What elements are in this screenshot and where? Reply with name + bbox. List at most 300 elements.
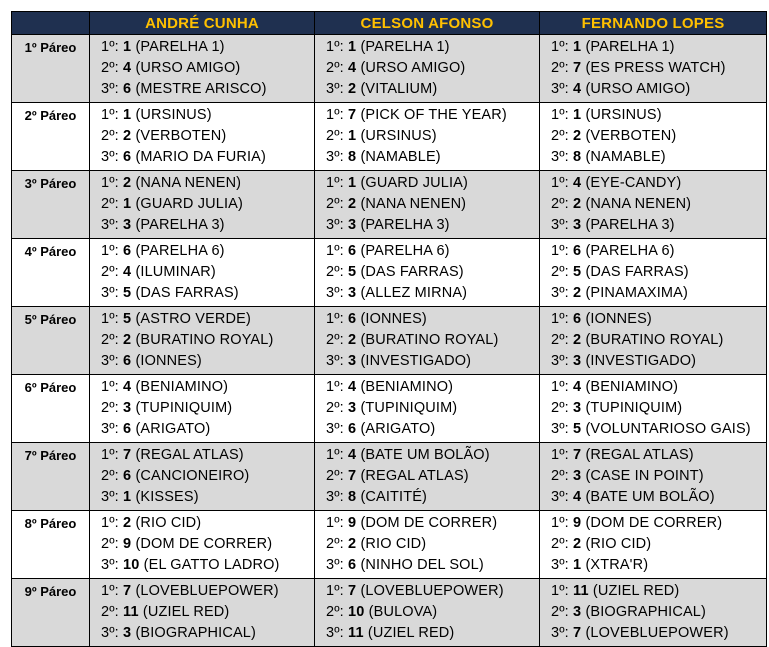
pick-position: 1º:: [551, 311, 569, 327]
picks-cell-fernando-lopes: [540, 579, 767, 647]
pick-horse-name: (NANA NENEN): [135, 175, 242, 191]
pick-position: 3º:: [326, 625, 344, 641]
picks-cell-andre-cunha: [90, 443, 315, 511]
pick-position: 1º:: [551, 583, 569, 599]
pick-position: 3º:: [326, 557, 344, 573]
pick-position: 1º:: [326, 39, 344, 55]
pick-line: [101, 623, 314, 644]
pick-number: 10: [123, 557, 140, 573]
pick-horse-name: (PARELHA 6): [135, 243, 225, 259]
pick-line: [551, 534, 766, 555]
pick-position: 1º:: [101, 243, 119, 259]
pick-horse-name: (DOM DE CORRER): [360, 515, 498, 531]
pick-horse-name: (MESTRE ARISCO): [135, 81, 267, 97]
pick-horse-name: (RIO CID): [360, 536, 427, 552]
pick-number: 6: [123, 353, 132, 369]
pick-position: 1º:: [101, 175, 119, 191]
pick-line: [326, 377, 539, 398]
pick-line: [326, 147, 539, 168]
pick-line: [551, 58, 766, 79]
pick-line: [326, 466, 539, 487]
pick-line: [326, 581, 539, 602]
pick-number: 1: [123, 489, 132, 505]
pick-position: 3º:: [551, 81, 569, 97]
picks-cell-fernando-lopes: [540, 103, 767, 171]
pick-position: 3º:: [101, 353, 119, 369]
pick-position: 3º:: [551, 625, 569, 641]
header-row: [12, 12, 767, 35]
pick-number: 9: [348, 515, 357, 531]
pick-number: 5: [123, 285, 132, 301]
pick-number: 5: [573, 421, 582, 437]
pick-horse-name: (LOVEBLUEPOWER): [360, 583, 504, 599]
pick-position: 3º:: [101, 557, 119, 573]
pick-position: 2º:: [551, 332, 569, 348]
pick-number: 3: [123, 217, 132, 233]
pick-horse-name: (PARELHA 6): [360, 243, 450, 259]
pick-horse-name: (BURATINO ROYAL): [585, 332, 724, 348]
pick-line: [101, 377, 314, 398]
pick-position: 2º:: [551, 468, 569, 484]
pick-line: [326, 419, 539, 440]
pick-position: 1º:: [326, 379, 344, 395]
pick-line: [551, 309, 766, 330]
table-row: [12, 375, 767, 443]
pick-position: 3º:: [101, 217, 119, 233]
pick-number: 6: [348, 311, 357, 327]
pick-position: 1º:: [326, 311, 344, 327]
pick-position: 2º:: [101, 60, 119, 76]
pick-number: 7: [348, 468, 357, 484]
pick-horse-name: (BULOVA): [368, 604, 438, 620]
pick-number: 6: [573, 243, 582, 259]
picks-cell-celson-afonso: [315, 443, 540, 511]
pick-line: [326, 330, 539, 351]
pick-number: 6: [348, 243, 357, 259]
pick-line: [101, 283, 314, 304]
pick-position: 3º:: [101, 625, 119, 641]
pick-horse-name: (REGAL ATLAS): [135, 447, 244, 463]
pick-position: 3º:: [551, 285, 569, 301]
pick-horse-name: (URSO AMIGO): [360, 60, 466, 76]
race-label: 2º Páreo: [12, 103, 90, 171]
table-row: [12, 443, 767, 511]
pick-horse-name: (DAS FARRAS): [360, 264, 464, 280]
pick-position: 1º:: [326, 107, 344, 123]
pick-line: [326, 194, 539, 215]
pick-horse-name: (RIO CID): [585, 536, 652, 552]
pick-position: 1º:: [101, 447, 119, 463]
picks-cell-fernando-lopes: [540, 171, 767, 239]
pick-position: 2º:: [101, 196, 119, 212]
pick-position: 3º:: [326, 489, 344, 505]
pick-position: 2º:: [551, 604, 569, 620]
pick-horse-name: (URSO AMIGO): [135, 60, 241, 76]
pick-number: 1: [573, 107, 582, 123]
table-row: [12, 239, 767, 307]
pick-horse-name: (VITALIUM): [360, 81, 438, 97]
pick-line: [101, 147, 314, 168]
race-label: 5º Páreo: [12, 307, 90, 375]
pick-position: 3º:: [551, 353, 569, 369]
pick-horse-name: (INVESTIGADO): [585, 353, 697, 369]
pick-number: 9: [573, 515, 582, 531]
pick-horse-name: (PICK OF THE YEAR): [360, 107, 507, 123]
pick-horse-name: (ALLEZ MIRNA): [360, 285, 468, 301]
pick-horse-name: (PARELHA 3): [135, 217, 225, 233]
pick-position: 1º:: [101, 515, 119, 531]
pick-number: 3: [573, 400, 582, 416]
pick-line: [101, 126, 314, 147]
pick-line: [551, 581, 766, 602]
pick-position: 2º:: [101, 604, 119, 620]
pick-position: 1º:: [551, 447, 569, 463]
pick-number: 2: [573, 285, 582, 301]
pick-number: 2: [123, 175, 132, 191]
pick-line: [326, 79, 539, 100]
picks-cell-celson-afonso: [315, 511, 540, 579]
pick-number: 2: [573, 536, 582, 552]
pick-position: 1º:: [551, 243, 569, 259]
pick-line: [326, 58, 539, 79]
pick-line: [551, 173, 766, 194]
pick-horse-name: (ILUMINAR): [135, 264, 216, 280]
pick-horse-name: (PARELHA 3): [585, 217, 675, 233]
pick-position: 1º:: [551, 175, 569, 191]
pick-number: 4: [348, 447, 357, 463]
race-label: 7º Páreo: [12, 443, 90, 511]
picks-cell-fernando-lopes: [540, 443, 767, 511]
pick-position: 2º:: [551, 196, 569, 212]
pick-number: 9: [123, 536, 132, 552]
pick-position: 2º:: [326, 536, 344, 552]
tips-table-container: [11, 11, 767, 647]
pick-line: [101, 602, 314, 623]
pick-number: 6: [573, 311, 582, 327]
column-header-celson-afonso: CELSON AFONSO: [315, 12, 540, 35]
pick-number: 4: [123, 379, 132, 395]
pick-line: [551, 487, 766, 508]
pick-line: [551, 330, 766, 351]
pick-number: 7: [573, 625, 582, 641]
pick-horse-name: (DAS FARRAS): [585, 264, 689, 280]
pick-number: 8: [348, 489, 357, 505]
pick-number: 7: [573, 60, 582, 76]
pick-number: 3: [123, 625, 132, 641]
table-row: [12, 171, 767, 239]
tips-table: [11, 11, 767, 647]
pick-horse-name: (INVESTIGADO): [360, 353, 472, 369]
pick-line: [326, 623, 539, 644]
pick-number: 11: [573, 583, 589, 599]
pick-horse-name: (NAMABLE): [585, 149, 666, 165]
pick-number: 5: [123, 311, 132, 327]
pick-position: 3º:: [326, 149, 344, 165]
table-row: [12, 103, 767, 171]
pick-horse-name: (PARELHA 3): [360, 217, 450, 233]
picks-cell-andre-cunha: [90, 579, 315, 647]
pick-position: 3º:: [551, 217, 569, 233]
picks-cell-celson-afonso: [315, 307, 540, 375]
pick-horse-name: (LOVEBLUEPOWER): [585, 625, 729, 641]
pick-horse-name: (UZIEL RED): [592, 583, 680, 599]
pick-horse-name: (ES PRESS WATCH): [585, 60, 726, 76]
pick-line: [551, 513, 766, 534]
pick-position: 2º:: [551, 264, 569, 280]
pick-position: 3º:: [551, 421, 569, 437]
pick-position: 2º:: [326, 264, 344, 280]
pick-line: [101, 513, 314, 534]
pick-line: [551, 555, 766, 576]
picks-cell-andre-cunha: [90, 103, 315, 171]
pick-number: 4: [573, 489, 582, 505]
pick-line: [326, 105, 539, 126]
table-row: [12, 579, 767, 647]
pick-position: 3º:: [551, 489, 569, 505]
pick-horse-name: (UZIEL RED): [142, 604, 230, 620]
pick-position: 2º:: [326, 196, 344, 212]
pick-position: 1º:: [551, 107, 569, 123]
pick-position: 1º:: [326, 447, 344, 463]
pick-line: [551, 466, 766, 487]
pick-horse-name: (PARELHA 1): [135, 39, 225, 55]
pick-number: 11: [348, 625, 364, 641]
pick-line: [326, 534, 539, 555]
pick-number: 7: [573, 447, 582, 463]
pick-horse-name: (KISSES): [135, 489, 199, 505]
pick-horse-name: (VOLUNTARIOSO GAIS): [585, 421, 751, 437]
pick-horse-name: (PARELHA 1): [360, 39, 450, 55]
pick-position: 1º:: [551, 379, 569, 395]
pick-line: [101, 241, 314, 262]
pick-number: 1: [348, 128, 357, 144]
pick-horse-name: (URSINUS): [135, 107, 212, 123]
pick-horse-name: (REGAL ATLAS): [585, 447, 694, 463]
picks-cell-andre-cunha: [90, 511, 315, 579]
pick-horse-name: (URSINUS): [585, 107, 662, 123]
pick-line: [101, 37, 314, 58]
pick-horse-name: (IONNES): [360, 311, 427, 327]
pick-line: [326, 37, 539, 58]
pick-horse-name: (UZIEL RED): [367, 625, 455, 641]
pick-line: [101, 351, 314, 372]
pick-horse-name: (DOM DE CORRER): [135, 536, 273, 552]
pick-position: 2º:: [551, 60, 569, 76]
pick-horse-name: (BENIAMINO): [360, 379, 454, 395]
pick-number: 5: [348, 264, 357, 280]
pick-horse-name: (CANCIONEIRO): [135, 468, 250, 484]
picks-cell-celson-afonso: [315, 171, 540, 239]
pick-position: 3º:: [326, 217, 344, 233]
pick-horse-name: (GUARD JULIA): [135, 196, 243, 212]
pick-position: 1º:: [326, 243, 344, 259]
race-label: 8º Páreo: [12, 511, 90, 579]
pick-position: 2º:: [326, 400, 344, 416]
pick-position: 3º:: [326, 81, 344, 97]
column-header-fernando-lopes: FERNANDO LOPES: [540, 12, 767, 35]
pick-number: 4: [123, 264, 132, 280]
picks-cell-andre-cunha: [90, 307, 315, 375]
pick-line: [551, 262, 766, 283]
pick-number: 4: [573, 379, 582, 395]
pick-number: 3: [348, 400, 357, 416]
pick-number: 4: [573, 175, 582, 191]
race-label: 1º Páreo: [12, 35, 90, 103]
pick-line: [551, 241, 766, 262]
pick-number: 5: [573, 264, 582, 280]
pick-number: 7: [348, 583, 357, 599]
pick-line: [101, 581, 314, 602]
picks-cell-andre-cunha: [90, 375, 315, 443]
pick-horse-name: (BIOGRAPHICAL): [585, 604, 706, 620]
pick-horse-name: (CAITITÉ): [360, 489, 428, 505]
pick-horse-name: (PINAMAXIMA): [585, 285, 688, 301]
pick-line: [551, 105, 766, 126]
pick-horse-name: (TUPINIQUIM): [360, 400, 458, 416]
pick-line: [551, 147, 766, 168]
pick-position: 2º:: [101, 332, 119, 348]
pick-number: 4: [348, 379, 357, 395]
pick-horse-name: (PARELHA 6): [585, 243, 675, 259]
pick-number: 2: [123, 515, 132, 531]
pick-horse-name: (IONNES): [135, 353, 202, 369]
table-row: [12, 307, 767, 375]
pick-position: 1º:: [326, 583, 344, 599]
pick-line: [101, 398, 314, 419]
pick-number: 3: [348, 285, 357, 301]
pick-line: [551, 194, 766, 215]
pick-position: 2º:: [551, 128, 569, 144]
pick-horse-name: (URSO AMIGO): [585, 81, 691, 97]
pick-line: [551, 126, 766, 147]
pick-position: 2º:: [101, 264, 119, 280]
pick-line: [101, 487, 314, 508]
pick-position: 3º:: [326, 285, 344, 301]
pick-position: 2º:: [101, 536, 119, 552]
pick-horse-name: (DOM DE CORRER): [585, 515, 723, 531]
pick-line: [326, 126, 539, 147]
table-row: [12, 35, 767, 103]
pick-number: 1: [123, 107, 132, 123]
race-label: 9º Páreo: [12, 579, 90, 647]
pick-position: 2º:: [551, 400, 569, 416]
pick-position: 3º:: [101, 489, 119, 505]
pick-position: 2º:: [326, 128, 344, 144]
pick-number: 6: [123, 468, 132, 484]
pick-line: [326, 173, 539, 194]
column-header-andre-cunha: ANDRÉ CUNHA: [90, 12, 315, 35]
header-corner: [12, 12, 90, 35]
pick-number: 2: [348, 81, 357, 97]
pick-horse-name: (BATE UM BOLÃO): [585, 489, 715, 505]
picks-cell-celson-afonso: [315, 35, 540, 103]
pick-horse-name: (NANA NENEN): [360, 196, 467, 212]
pick-position: 2º:: [101, 128, 119, 144]
race-label: 4º Páreo: [12, 239, 90, 307]
pick-position: 1º:: [326, 175, 344, 191]
pick-position: 2º:: [326, 604, 344, 620]
pick-number: 2: [348, 332, 357, 348]
pick-line: [326, 445, 539, 466]
pick-number: 7: [123, 583, 132, 599]
table-row: [12, 511, 767, 579]
pick-position: 1º:: [551, 515, 569, 531]
pick-number: 2: [123, 332, 132, 348]
picks-cell-celson-afonso: [315, 375, 540, 443]
picks-cell-fernando-lopes: [540, 307, 767, 375]
pick-line: [101, 555, 314, 576]
pick-position: 3º:: [101, 285, 119, 301]
pick-number: 1: [573, 557, 582, 573]
pick-position: 1º:: [101, 583, 119, 599]
picks-cell-fernando-lopes: [540, 239, 767, 307]
pick-number: 1: [348, 175, 357, 191]
pick-number: 7: [123, 447, 132, 463]
pick-line: [101, 105, 314, 126]
pick-horse-name: (BURATINO ROYAL): [360, 332, 499, 348]
pick-horse-name: (XTRA'R): [585, 557, 649, 573]
pick-number: 10: [348, 604, 365, 620]
pick-line: [326, 309, 539, 330]
pick-horse-name: (BENIAMINO): [135, 379, 229, 395]
pick-line: [101, 173, 314, 194]
pick-horse-name: (URSINUS): [360, 128, 437, 144]
pick-line: [551, 37, 766, 58]
pick-number: 2: [573, 128, 582, 144]
pick-line: [551, 419, 766, 440]
pick-number: 6: [123, 81, 132, 97]
pick-horse-name: (RIO CID): [135, 515, 202, 531]
pick-number: 2: [573, 332, 582, 348]
pick-number: 11: [123, 604, 139, 620]
pick-position: 1º:: [101, 379, 119, 395]
pick-horse-name: (VERBOTEN): [135, 128, 227, 144]
pick-horse-name: (MARIO DA FURIA): [135, 149, 266, 165]
pick-horse-name: (LOVEBLUEPOWER): [135, 583, 279, 599]
pick-position: 1º:: [101, 311, 119, 327]
pick-number: 8: [348, 149, 357, 165]
pick-line: [101, 215, 314, 236]
pick-position: 3º:: [326, 421, 344, 437]
pick-position: 3º:: [101, 81, 119, 97]
pick-horse-name: (ASTRO VERDE): [135, 311, 251, 327]
pick-horse-name: (BENIAMINO): [585, 379, 679, 395]
pick-number: 3: [573, 353, 582, 369]
pick-position: 1º:: [101, 107, 119, 123]
pick-number: 2: [348, 536, 357, 552]
pick-line: [326, 398, 539, 419]
pick-horse-name: (NINHO DEL SOL): [360, 557, 484, 573]
pick-horse-name: (NANA NENEN): [585, 196, 692, 212]
pick-horse-name: (BIOGRAPHICAL): [135, 625, 256, 641]
picks-cell-fernando-lopes: [540, 511, 767, 579]
pick-line: [551, 602, 766, 623]
pick-line: [551, 398, 766, 419]
pick-line: [551, 623, 766, 644]
pick-position: 2º:: [326, 468, 344, 484]
pick-line: [101, 194, 314, 215]
pick-number: 3: [573, 468, 582, 484]
pick-position: 3º:: [551, 149, 569, 165]
pick-number: 6: [123, 421, 132, 437]
pick-number: 6: [348, 557, 357, 573]
pick-number: 4: [573, 81, 582, 97]
pick-horse-name: (TUPINIQUIM): [585, 400, 683, 416]
pick-number: 3: [348, 217, 357, 233]
pick-line: [326, 215, 539, 236]
pick-position: 1º:: [101, 39, 119, 55]
pick-number: 1: [573, 39, 582, 55]
